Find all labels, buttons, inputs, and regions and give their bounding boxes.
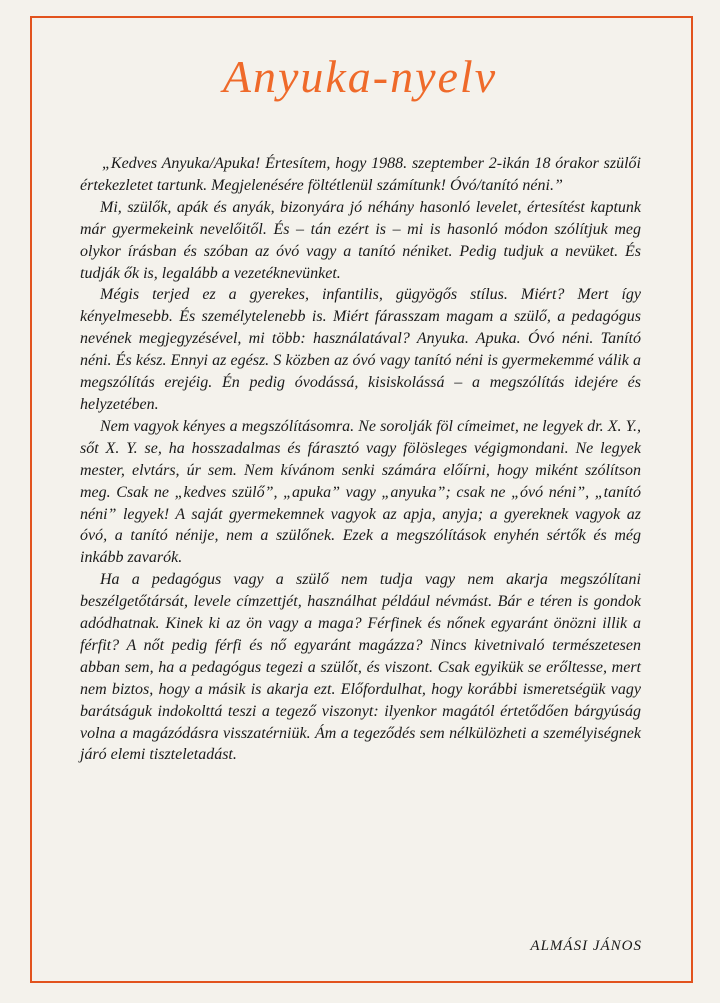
paragraph: Ha a pedagógus vagy a szülő nem tudja vagy nem akarja megszólítani beszélgetőtársát, levele címzettjét, használhat például névmást. Bár e téren is gondok adódhatnak. Kinek ki az ön vagy a maga? Férfinek és nőnek egyaránt önözni illik a férfit? A nőt pedig férfi és nő egyaránt magázza? Nincs kivetnivaló természetesen abban sem, ha a pedagógus tegezi a szülőt, és viszont. Csak egyikük se erőltesse, mert nem biztos, hogy a másik is akarja ezt. Előfordulhat, hogy korábbi ismeretségük vagy barátságuk indokolttá teszi a tegező viszonyt: ilyenkor magától értetődően bárgyúság volna a magázódásra visszatérniük. Ám a tegeződés sem nélkülözheti a személyiségnek járó elemi tiszteletadást.: [80, 571, 641, 764]
article-body: [80, 153, 641, 766]
author-signature: ALMÁSI JÁNOS: [530, 938, 642, 954]
paragraph: Mi, szülők, apák és anyák, bizonyára jó néhány hasonló levelet, értesítést kaptunk már gyermekeink nevelőitől. És – tán ezért is – mi is hasonló módon szólítjuk meg olykor írásban és szóban az óvó vagy a tanító néniket. Pedig tudjuk a nevüket. És tudják ők is, legalább a vezetéknevünket.: [80, 198, 641, 282]
article-title: Anyuka-nyelv: [222, 51, 498, 102]
paragraph-quote: „Kedves Anyuka/Apuka! Értesítem, hogy 1988. szeptember 2-ikán 18 órakor szülői értekezletet tartunk. Megjelenésére föltétlenül számítunk! Óvó/tanító néni.”: [80, 155, 641, 194]
paragraph: Nem vagyok kényes a megszólításomra. Ne sorolják föl címeimet, ne legyek dr. X. Y., sőt X. Y. se, ha hosszadalmas és fárasztó vagy fölösleges végigmondani. Ne legyek mester, elvtárs, úr sem. Nem kívánom senki számára előírni, hogy miként szólítson meg. Csak ne „kedves szülő”, „apuka” vagy „anyuka”; csak ne „óvó néni”, „tanító néni” legyek! A saját gyermekemnek vagyok az apja, anyja; a gyereknek vagyok az óvó, a tanító nénije, nem a szülőnek. Ezek a megszólítások enyhén sértők és még inkább zavarók.: [80, 417, 641, 567]
paragraph: Mégis terjed ez a gyerekes, infantilis, gügyögős stílus. Miért? Mert így kényelmesebb. És személytelenebb is. Miért fárasszam magam a szülő, a pedagógus nevének megjegyzésével, mi több: használatával? Anyuka. Apuka. Óvó néni. Tanító néni. És kész. Ennyi az egész. S közben az óvó vagy tanító néni is gyermekemmé válik a megszólítás erejéig. Én pedig óvodássá, kisiskolássá – a megszólítás idejére és helyzetében.: [80, 286, 641, 413]
